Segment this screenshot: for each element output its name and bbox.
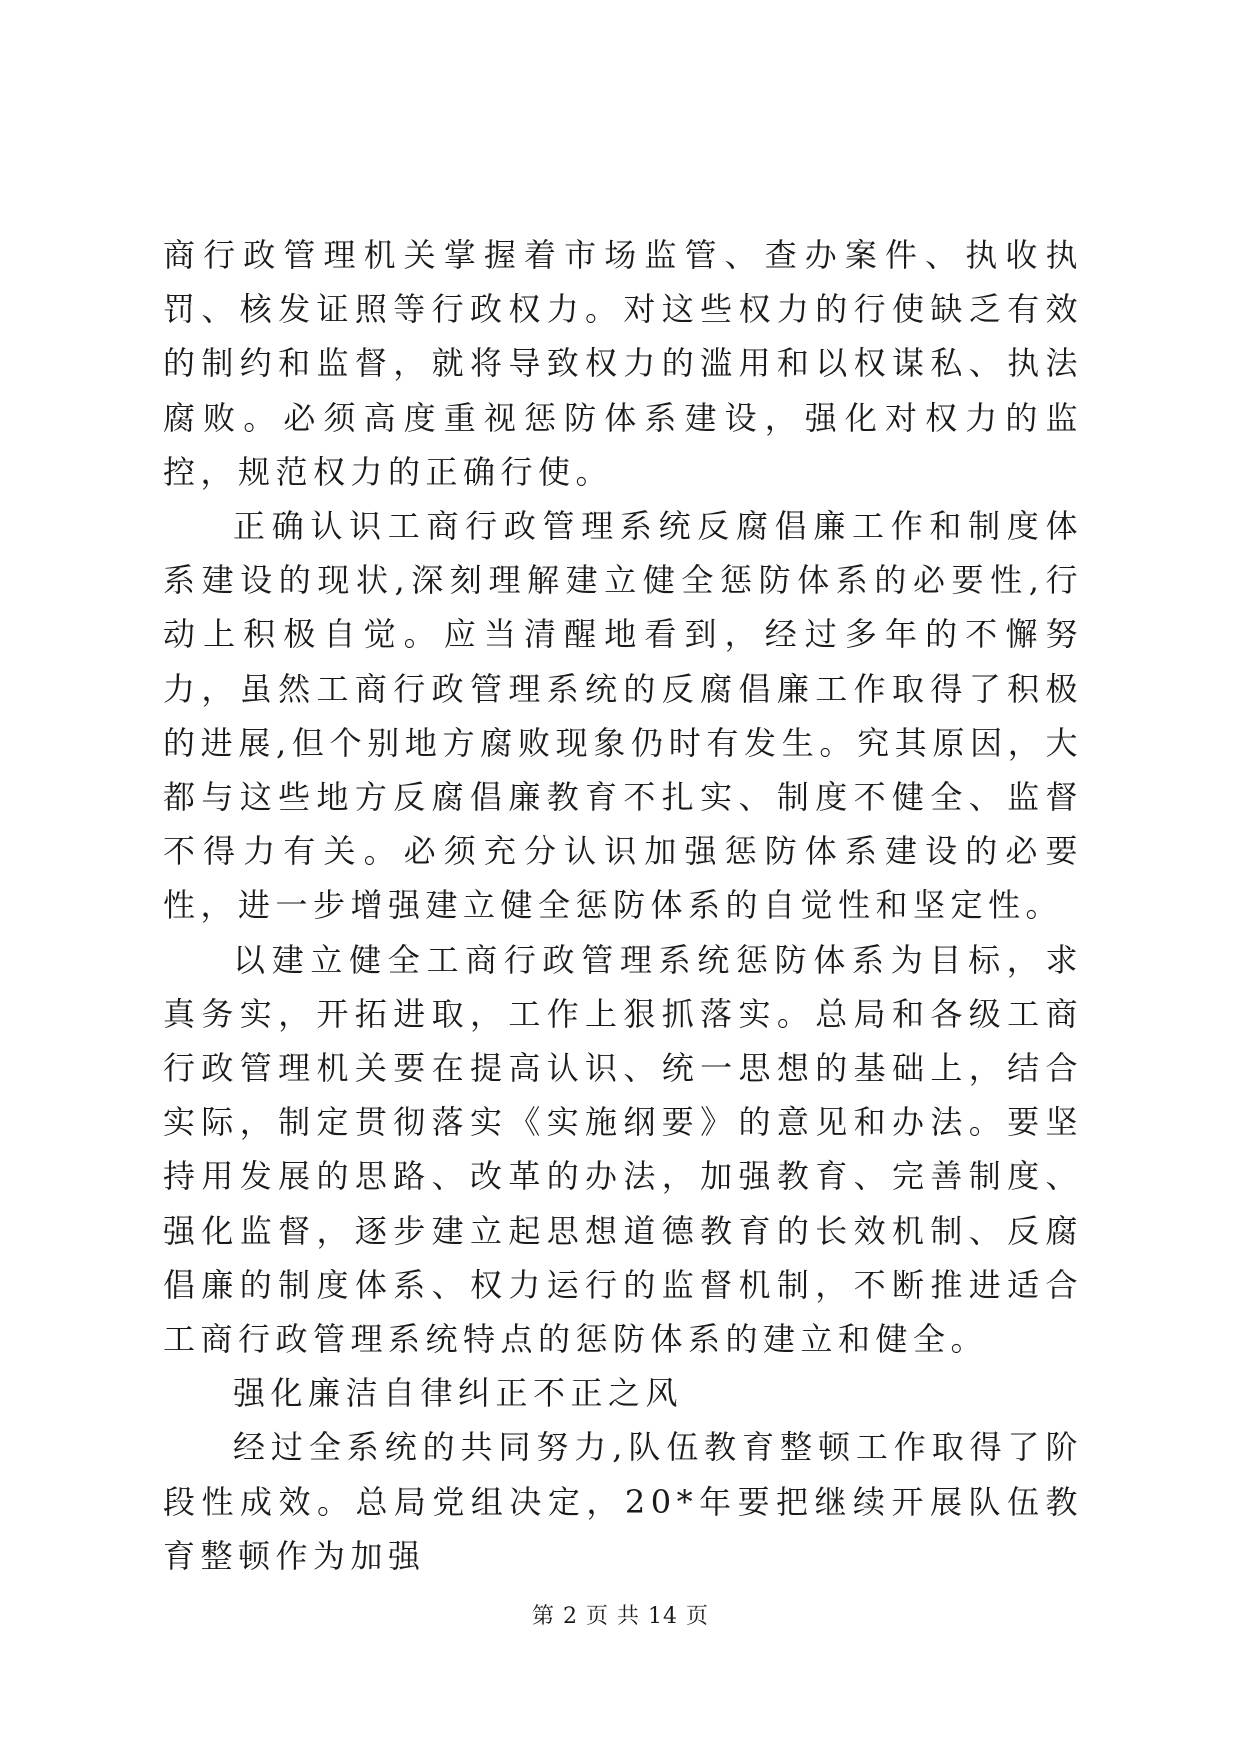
- section-heading: 强化廉洁自律纠正不正之风: [233, 1374, 684, 1413]
- paragraph: 正确认识工商行政管理系统反腐倡廉工作和制度体系建设的现状,深刻理解建立健全惩防体系的必要性,行动上积极自觉。应当清醒地看到，经过多年的不懈努力，虽然工商行政管理系统的反腐倡廉工作取得了积极的进展,但个别地方腐败现象仍时有发生。究其原因，大都与这些地方反腐倡廉教育不扎实、制度不健全、监督不得力有关。必须充分认识加强惩防体系建设的必要性，进一步增强建立健全惩防体系的自觉性和坚定性。: [163, 507, 1083, 925]
- paragraph: 经过全系统的共同努力,队伍教育整顿工作取得了阶段性成效。总局党组决定，20*年要把继续开展队伍教育整顿作为加强: [163, 1428, 1083, 1575]
- page-footer: 第 2 页 共 14 页: [532, 1604, 709, 1629]
- body-text: [163, 228, 1083, 1583]
- paragraph-continued: 商行政管理机关掌握着市场监管、查办案件、执收执罚、核发证照等行政权力。对这些权力的行使缺乏有效的制约和监督，就将导致权力的滥用和以权谋私、执法腐败。必须高度重视惩防体系建设，强化对权力的监控，规范权力的正确行使。: [163, 236, 1083, 491]
- paragraph: 以建立健全工商行政管理系统惩防体系为目标，求真务实，开拓进取，工作上狠抓落实。总局和各级工商行政管理机关要在提高认识、统一思想的基础上，结合实际，制定贯彻落实《实施纲要》的意见和办法。要坚持用发展的思路、改革的办法，加强教育、完善制度、强化监督，逐步建立起思想道德教育的长效机制、反腐倡廉的制度体系、权力运行的监督机制，不断推进适合工商行政管理系统特点的惩防体系的建立和健全。: [163, 940, 1083, 1359]
